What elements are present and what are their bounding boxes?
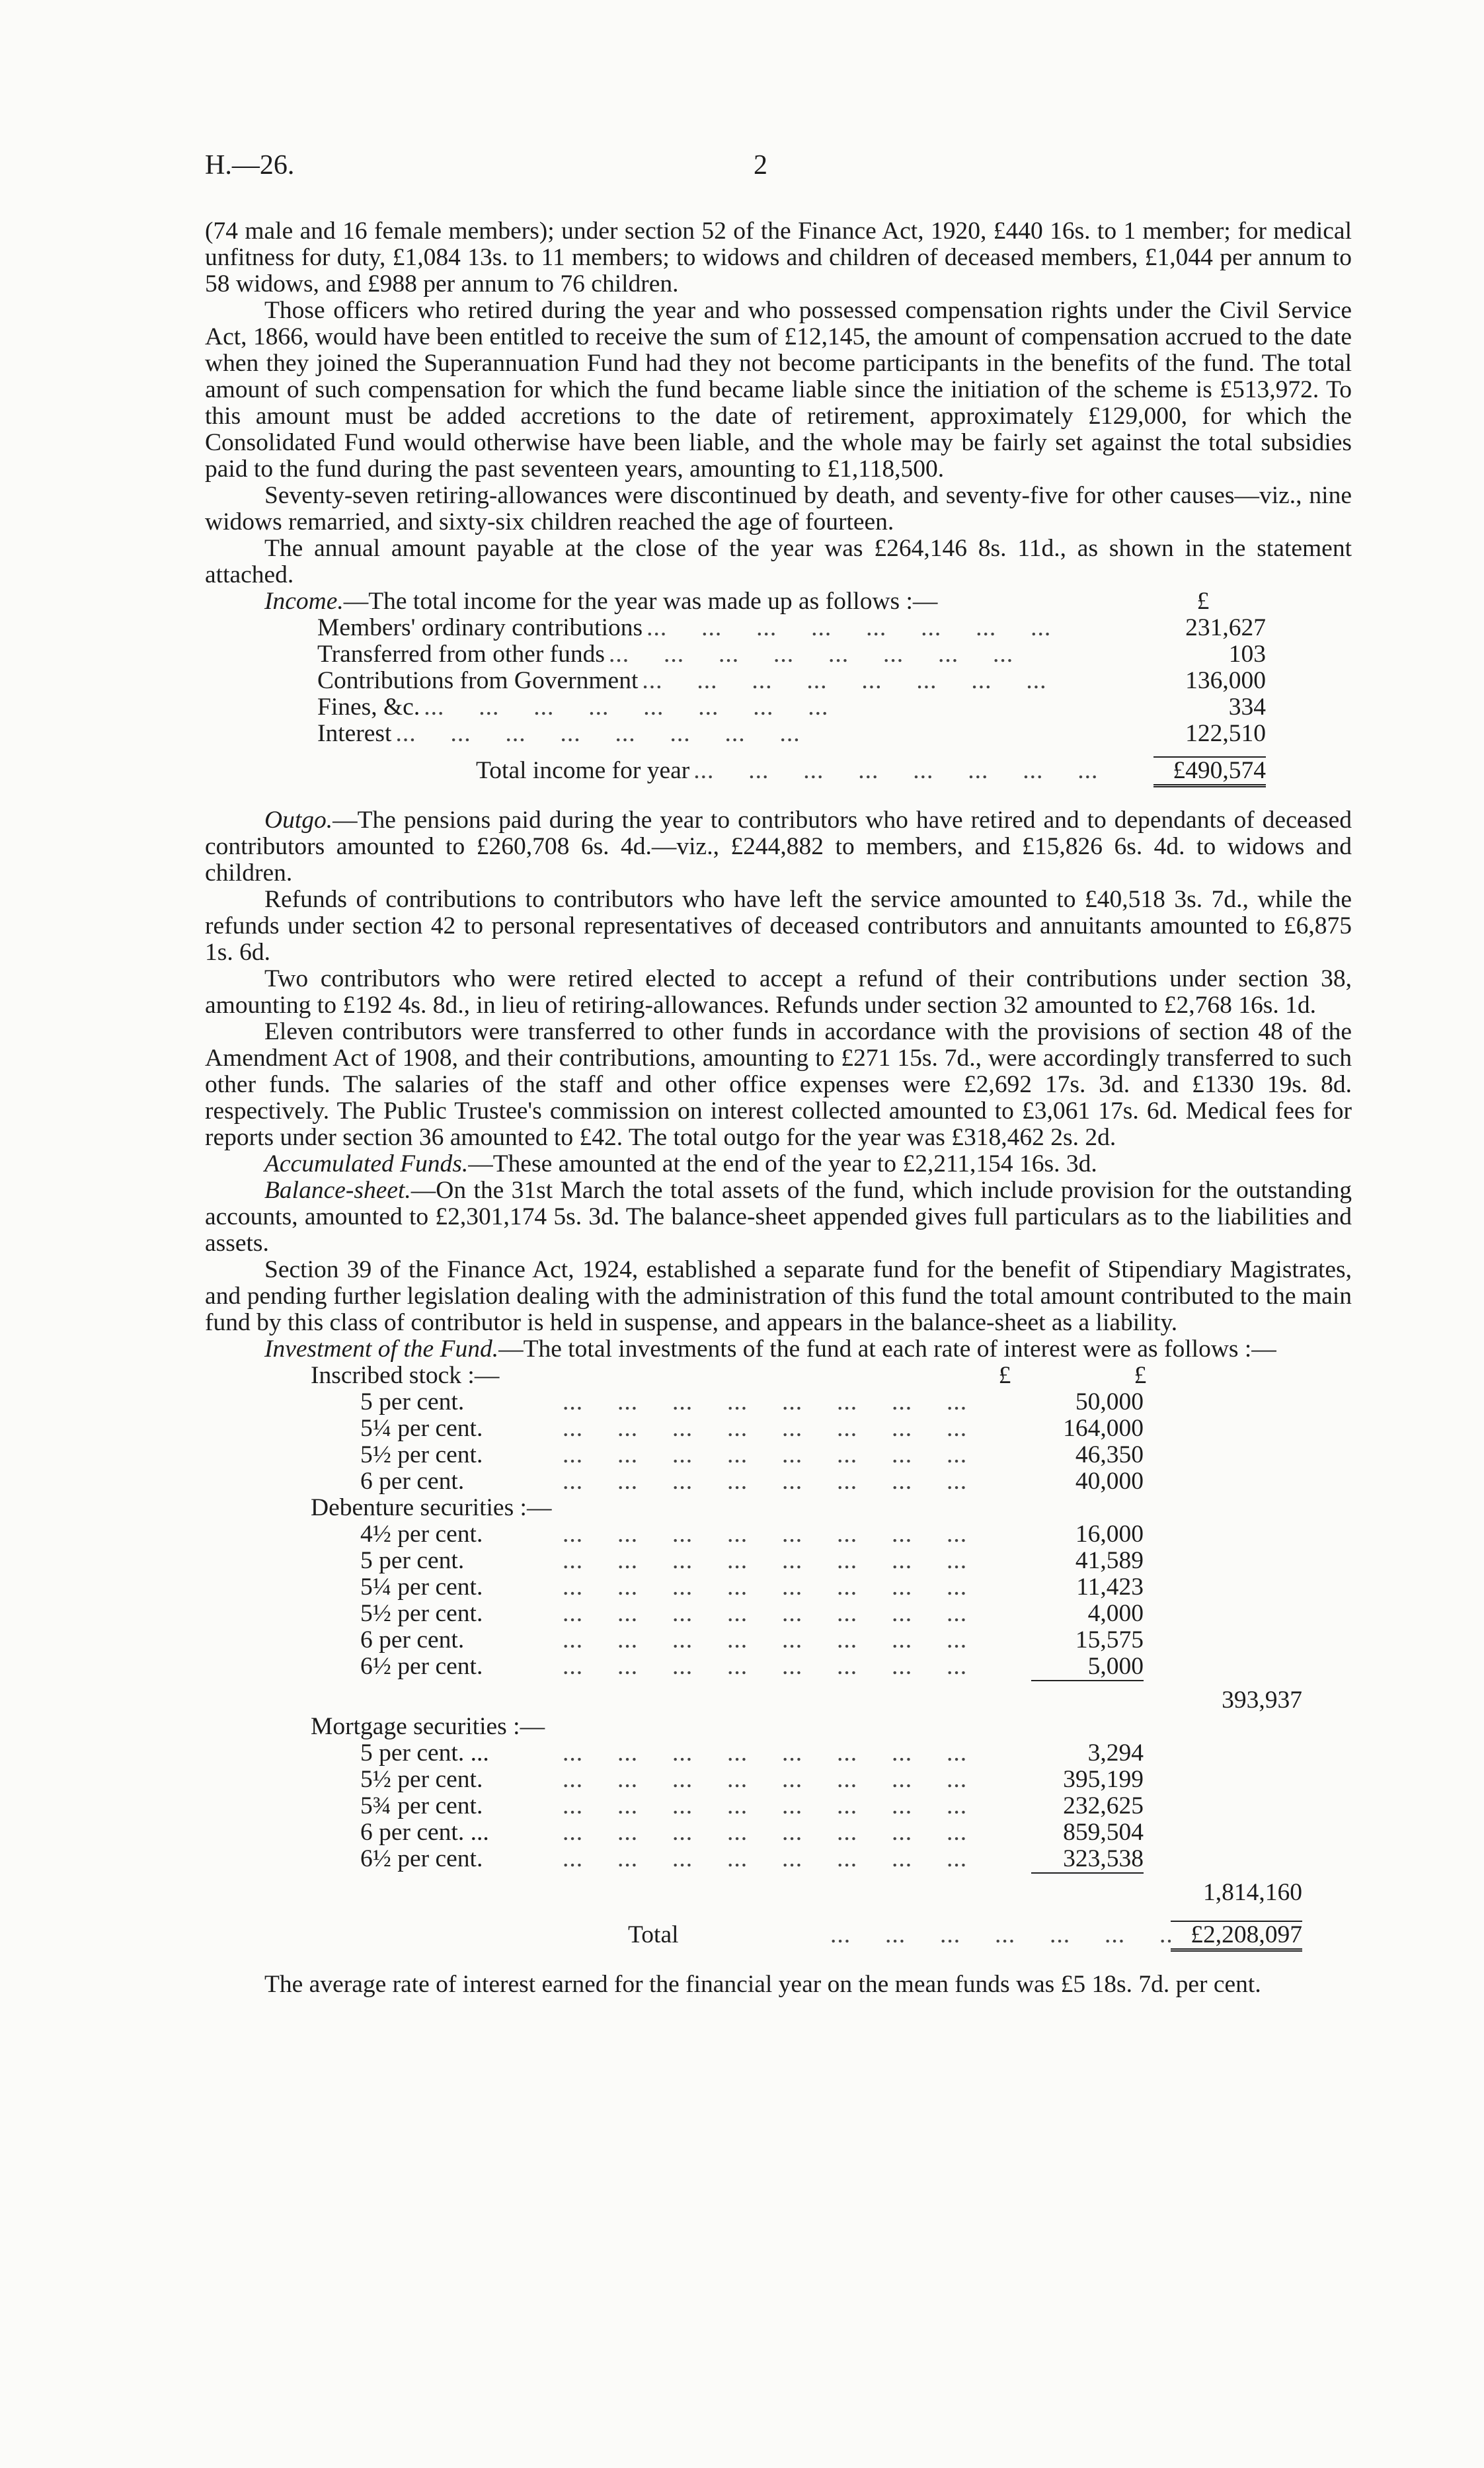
leader-dots <box>559 1468 1031 1495</box>
paragraph-compensation: Those officers who retired during the year and who possessed compensation rights under the Civil Service Act, 1866, would have been entitled to receive the sum of £12,145, the amount of compensation accrued to the date when they joined the Superannuation Fund had they not become participants in the benefits of the fund. The total amount of such compensation for which the fund became liable since the initiation of the scheme is £513,972. To this amount must be added accretions to the date of retirement, approximately £129,000, for which the Consolidated Fund would otherwise have been liable, and the whole may be fairly set against the total subsidies paid to the fund during the past seventeen years, amounting to £1,118,500. <box>205 297 1352 483</box>
mortgage-row-label: 6 per cent. ... <box>360 1819 489 1846</box>
leader-dots <box>559 1767 1031 1793</box>
investments-total-value: £2,208,097 <box>1171 1921 1302 1952</box>
income-heading <box>205 588 1352 615</box>
document-page <box>205 152 1352 1998</box>
inscribed-row-label: 5¼ per cent. <box>360 1415 483 1442</box>
debenture-row <box>360 1653 1302 1680</box>
paragraph-continuation: (74 male and 16 female members); under section 52 of the Finance Act, 1920, £440 16s. to 1 member; for medical unfitness for duty, £1,084 13s. to 11 members; to widows and children of deceased members, £1,044 per annum to 58 widows, and £988 per annum to 76 children. <box>205 218 1352 298</box>
leader-dots <box>638 668 1153 694</box>
income-item-row <box>317 641 1266 668</box>
inscribed-rows <box>205 1389 1352 1495</box>
leader-dots <box>559 1574 1031 1601</box>
debenture-row <box>360 1548 1302 1574</box>
investment-italic: Investment of the Fund. <box>264 1335 499 1363</box>
paragraph-balance-sheet <box>205 1177 1352 1257</box>
page-number: 2 <box>754 150 767 180</box>
leader-dots <box>559 1846 1031 1872</box>
inscribed-row-label: 6 per cent. <box>360 1468 465 1495</box>
page-header <box>205 152 1352 192</box>
income-statement <box>205 588 1352 787</box>
inscribed-row-label: 5½ per cent. <box>360 1441 483 1468</box>
debenture-row <box>360 1627 1302 1653</box>
subtotal-row-2 <box>360 1872 1302 1906</box>
debenture-rows <box>205 1521 1352 1680</box>
debenture-row-label: 6 per cent. <box>360 1626 465 1653</box>
investment-text: —The total investments of the fund at each rate of interest were as follows :— <box>498 1335 1276 1363</box>
leader-dots <box>559 1740 1031 1767</box>
inscribed-row <box>360 1389 1302 1415</box>
leader-dots <box>420 694 1153 721</box>
leader-dots <box>559 1653 1031 1680</box>
investments-total-label: Total <box>628 1921 679 1948</box>
mortgage-row <box>360 1740 1302 1767</box>
income-item-row <box>317 615 1266 641</box>
income-item-row-value: 136,000 <box>1185 667 1266 694</box>
leader-dots <box>559 1415 1031 1442</box>
document-reference: H.—26. <box>205 150 295 180</box>
income-item-row-label: Fines, &c. <box>317 694 420 721</box>
investments-total-row <box>628 1921 1302 1952</box>
mortgage-row <box>360 1819 1302 1846</box>
subtotal-2: 1,814,160 <box>1203 1879 1302 1906</box>
paragraph-accumulated-funds <box>205 1151 1352 1177</box>
accumulated-text: —These amounted at the end of the year to £2,211,154 16s. 3d. <box>468 1150 1097 1177</box>
income-item-row-value: 231,627 <box>1185 614 1266 641</box>
mortgage-row <box>360 1767 1302 1793</box>
mortgage-row <box>360 1846 1302 1872</box>
leader-dots <box>391 721 1153 747</box>
income-total-row <box>476 756 1266 787</box>
income-rows <box>205 615 1352 747</box>
inscribed-row-value: 40,000 <box>1075 1468 1144 1495</box>
debenture-row-value: 5,000 <box>1087 1653 1144 1680</box>
balance-text: —On the 31st March the total assets of the fund, which include provision for the outstanding accounts, amounted to £2,301,174 5s. 3d. The balance-sheet appended gives full particulars as to the liabilities and assets. <box>205 1177 1352 1257</box>
mortgage-row-value: 859,504 <box>1063 1819 1144 1846</box>
outgo-text: —The pensions paid during the year to contributors who have retired and to dependants of deceased contributors amounted to £260,708 6s. 4d.—viz., £244,882 to members, and £15,826 6s. 4d. to widows and children. <box>205 807 1352 887</box>
debenture-row-value: 15,575 <box>1075 1626 1144 1653</box>
debenture-row-label: 5¼ per cent. <box>360 1573 483 1601</box>
debenture-row-label: 5½ per cent. <box>360 1600 483 1627</box>
mortgage-row-value: 3,294 <box>1087 1739 1144 1767</box>
inscribed-row-value: 46,350 <box>1075 1441 1144 1468</box>
inscribed-row-label: 5 per cent. <box>360 1388 465 1415</box>
mortgage-row-label: 5 per cent. ... <box>360 1739 489 1767</box>
income-total-label: Total income for year <box>476 757 690 784</box>
debenture-row-value: 11,423 <box>1076 1573 1144 1601</box>
leader-dots <box>559 1793 1031 1819</box>
paragraph-transfers: Eleven contributors were transferred to other funds in accordance with the provisions of section 48 of the Amendment Act of 1908, and their contributions, amounting to £271 15s. 7d., were accordingly transferred to such other funds. The salaries of the staff and other office expenses were £2,692 17s. 3d. and £1330 19s. 8d. respectively. The Public Trustee's commission on interest collected amounted to £3,061 17s. 6d. Medical fees for reports under section 36 amounted to £42. The total outgo for the year was £318,462 2s. 2d. <box>205 1018 1352 1151</box>
subtotal-1: 393,937 <box>1222 1687 1302 1714</box>
mortgage-row-label: 5½ per cent. <box>360 1766 483 1793</box>
outgo-italic: Outgo. <box>264 807 333 834</box>
paragraph-annual-amount: The annual amount payable at the close of the year was £264,146 8s. 11d., as shown in the statement attached. <box>205 535 1352 588</box>
income-item-row-label: Transferred from other funds <box>317 641 605 668</box>
leader-dots <box>559 1521 1031 1548</box>
inscribed-row-value: 164,000 <box>1063 1415 1144 1442</box>
income-item-row-value: 334 <box>1228 694 1266 721</box>
paragraph-outgo <box>205 807 1352 887</box>
paragraph-average-rate: The average rate of interest earned for the financial year on the mean funds was £5 18s. 7d. per cent. <box>264 1971 1261 1998</box>
leader-dots <box>559 1442 1031 1468</box>
debenture-row-value: 4,000 <box>1087 1600 1144 1627</box>
currency-col1: £ <box>998 1362 1011 1389</box>
income-heading-italic: Income. <box>264 588 344 615</box>
leader-dots <box>605 641 1153 668</box>
investments-table <box>205 1363 1352 1952</box>
mortgage-row-value: 232,625 <box>1063 1792 1144 1819</box>
leader-dots <box>559 1819 1031 1846</box>
debenture-row-label: 6½ per cent. <box>360 1653 483 1680</box>
income-total-value: £490,574 <box>1153 756 1266 787</box>
debenture-row-value: 16,000 <box>1075 1521 1144 1548</box>
leader-dots <box>559 1389 1031 1415</box>
debenture-row <box>360 1574 1302 1601</box>
paragraph-investment <box>205 1336 1352 1363</box>
subtotal-row-1 <box>360 1680 1302 1714</box>
paragraph-retired-refunds: Two contributors who were retired elected to accept a refund of their contributions under section 38, amounting to £192 4s. 8d., in lieu of retiring-allowances. Refunds under section 32 amounted to £2,768 16s. 1d. <box>205 965 1352 1019</box>
leader-dots <box>643 615 1153 641</box>
paragraph-refunds: Refunds of contributions to contributors who have left the service amounted to £40,518 3s. 7d., while the refunds under section 42 to personal representatives of deceased contributors and annuitants amounted to £6,875 1s. 6d. <box>205 886 1352 966</box>
mortgage-row <box>360 1793 1302 1819</box>
leader-dots <box>689 758 1153 784</box>
income-item-row-label: Contributions from Government <box>317 667 639 694</box>
income-heading-text: —The total income for the year was made up as follows :— <box>343 588 938 615</box>
income-item-row-value: 122,510 <box>1185 720 1266 747</box>
income-item-row <box>317 721 1266 747</box>
income-item-row <box>317 694 1266 721</box>
mortgage-row-value: 395,199 <box>1063 1766 1144 1793</box>
leader-dots <box>559 1601 1031 1627</box>
income-item-row-value: 103 <box>1228 641 1266 668</box>
inscribed-row <box>360 1442 1302 1468</box>
debenture-row-label: 5 per cent. <box>360 1547 465 1574</box>
mortgage-label: Mortgage securities :— <box>311 1713 545 1740</box>
currency-col2: £ <box>1134 1362 1147 1389</box>
inscribed-row-value: 50,000 <box>1075 1388 1144 1415</box>
debenture-row <box>360 1601 1302 1627</box>
paragraph-section-39: Section 39 of the Finance Act, 1924, established a separate fund for the benefit of Stipendiary Magistrates, and pending further legislation dealing with the administration of this fund the total amount contributed to the main fund by this class of contributor is held in suspense, and appears in the balance-sheet as a liability. <box>205 1256 1352 1336</box>
mortgage-row-label: 5¾ per cent. <box>360 1792 483 1819</box>
accumulated-italic: Accumulated Funds. <box>264 1150 469 1177</box>
mortgage-row-label: 6½ per cent. <box>360 1845 483 1872</box>
leader-dots <box>559 1548 1031 1574</box>
debenture-row <box>360 1521 1302 1548</box>
debenture-row-value: 41,589 <box>1075 1547 1144 1574</box>
income-item-row <box>317 668 1266 694</box>
inscribed-row <box>360 1415 1302 1442</box>
mortgage-row-value: 323,538 <box>1063 1845 1144 1872</box>
leader-dots <box>826 1922 1171 1948</box>
income-currency: £ <box>1196 588 1210 615</box>
leader-dots <box>559 1627 1031 1653</box>
debenture-row-label: 4½ per cent. <box>360 1521 483 1548</box>
balance-italic: Balance-sheet. <box>264 1177 411 1204</box>
investments-header-row <box>311 1363 1302 1389</box>
income-item-row-label: Members' ordinary contributions <box>317 614 643 641</box>
inscribed-row <box>360 1468 1302 1495</box>
mortgage-rows <box>205 1740 1352 1872</box>
paragraph-discontinued: Seventy-seven retiring-allowances were discontinued by death, and seventy-five for other causes—viz., nine widows remarried, and sixty-six children reached the age of fourteen. <box>205 482 1352 536</box>
debenture-label: Debenture securities :— <box>311 1494 552 1521</box>
inscribed-stock-label: Inscribed stock :— <box>311 1362 500 1389</box>
income-item-row-label: Interest <box>317 720 392 747</box>
